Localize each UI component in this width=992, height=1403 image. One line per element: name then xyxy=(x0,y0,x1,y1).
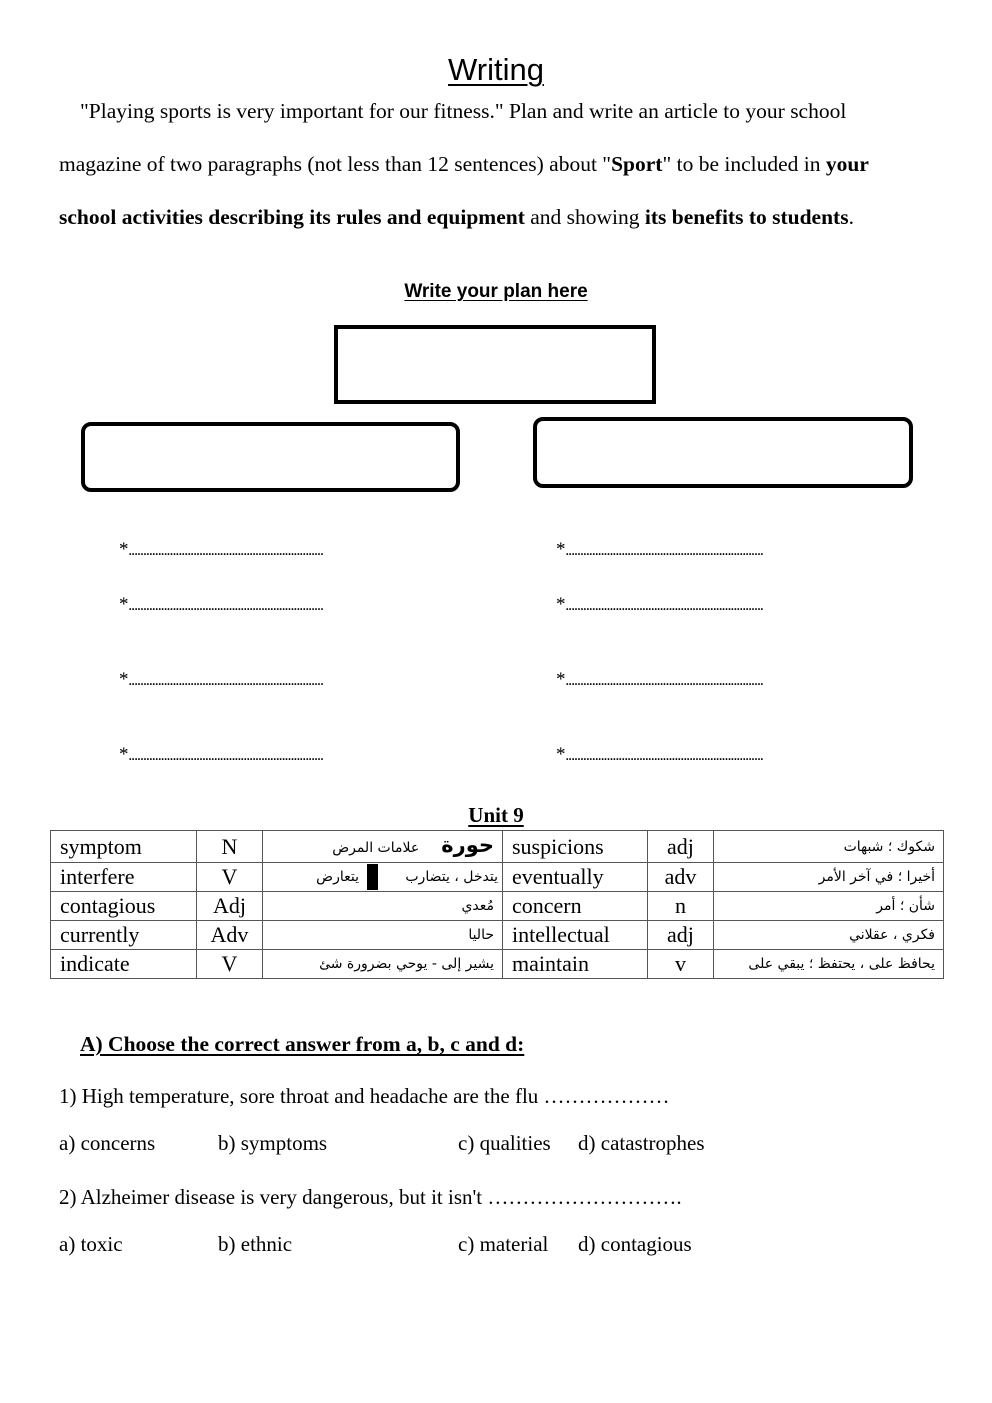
vocab-word: eventually xyxy=(503,863,648,892)
vocab-word: contagious xyxy=(51,892,197,921)
vocab-meaning-alt: يتعارض xyxy=(316,869,359,885)
vocab-meaning: يشير إلى - يوحي بضرورة شئ xyxy=(263,950,503,979)
question-1-option-a[interactable]: a) concerns xyxy=(59,1131,156,1155)
vocab-meaning: حاليا xyxy=(263,921,503,950)
writing-title: Writing xyxy=(448,52,544,87)
vocab-meaning-main: يتدخل ، يتضارب xyxy=(405,869,498,885)
plan-left-heading-box[interactable] xyxy=(81,422,460,492)
vocab-pos: V xyxy=(197,950,263,979)
table-row xyxy=(51,892,944,921)
plan-title: Write your plan here xyxy=(404,281,588,302)
vocab-word: concern xyxy=(503,892,648,921)
plan-left-bullet[interactable]: *.................................................................. xyxy=(119,669,323,690)
unit-title: Unit 9 xyxy=(468,803,524,827)
vocab-pos: Adj xyxy=(197,892,263,921)
plan-right-bullet[interactable]: *................................................................... xyxy=(556,594,763,615)
vocab-pos: n xyxy=(648,892,714,921)
table-row xyxy=(51,921,944,950)
vocab-meaning: يحافظ على ، يحتفظ ؛ يبقي على xyxy=(714,950,944,979)
exercise-section-title: A) Choose the correct answer from a, b, c and d: xyxy=(80,1032,525,1056)
plan-left-bullet[interactable]: *.................................................................. xyxy=(119,744,323,765)
vocab-meaning: حورةعلامات المرض xyxy=(263,831,503,863)
vocab-word: symptom xyxy=(51,831,197,863)
plan-right-bullet[interactable]: *................................................................... xyxy=(556,539,763,560)
question-2-option-a[interactable]: a) toxic xyxy=(59,1232,123,1256)
question-1-text: 1) High temperature, sore throat and headache are the flu ……………… xyxy=(59,1084,670,1108)
vocab-meaning: شكوك ؛ شبهات xyxy=(714,831,944,863)
vocab-meaning xyxy=(263,863,503,892)
question-1-option-b[interactable]: b) symptoms xyxy=(218,1131,328,1155)
table-row xyxy=(51,950,944,979)
vocab-pos: adj xyxy=(648,831,714,863)
vocab-word: suspicions xyxy=(503,831,648,863)
black-bar-divider xyxy=(367,864,378,890)
prompt-line-1: "Playing sports is very important for our fitness." Plan and write an article to your school xyxy=(80,99,847,123)
vocab-meaning: فكري ، عقلاني xyxy=(714,921,944,950)
vocab-word: currently xyxy=(51,921,197,950)
vocab-pos: adv xyxy=(648,863,714,892)
prompt-topic: Sport xyxy=(611,152,663,176)
vocab-word: intellectual xyxy=(503,921,648,950)
question-1-option-c[interactable]: c) qualities xyxy=(458,1131,551,1155)
plan-main-topic-box[interactable] xyxy=(334,325,656,404)
question-2-option-d[interactable]: d) contagious xyxy=(578,1232,692,1256)
plan-right-bullet[interactable]: *................................................................... xyxy=(556,744,763,765)
page-title xyxy=(0,50,992,90)
vocab-pos: adj xyxy=(648,921,714,950)
decorative-arabic-word: حورة xyxy=(441,833,494,857)
vocab-meaning: أخيرا ؛ في آخر الأمر xyxy=(714,863,944,892)
vocab-pos: V xyxy=(197,863,263,892)
vocab-pos: Adv xyxy=(197,921,263,950)
vocab-meaning: شأن ؛ أمر xyxy=(714,892,944,921)
vocab-word: maintain xyxy=(503,950,648,979)
vocab-pos: N xyxy=(197,831,263,863)
plan-right-heading-box[interactable] xyxy=(533,417,913,488)
prompt-line-2: magazine of two paragraphs (not less than 12 sentences) about "Sport" to be included in your xyxy=(59,152,869,176)
question-2-option-b[interactable]: b) ethnic xyxy=(218,1232,293,1256)
plan-left-bullet[interactable]: *.................................................................. xyxy=(119,539,323,560)
prompt-line-3: school activities describing its rules and equipment and showing its benefits to students. xyxy=(59,205,854,229)
vocab-meaning: مُعدي xyxy=(263,892,503,921)
question-1-option-d[interactable]: d) catastrophes xyxy=(578,1131,705,1155)
vocabulary-table xyxy=(50,830,944,979)
plan-left-bullet[interactable]: *.................................................................. xyxy=(119,594,323,615)
vocab-pos: v xyxy=(648,950,714,979)
table-row xyxy=(51,863,944,892)
question-2-option-c[interactable]: c) material xyxy=(458,1232,549,1256)
vocab-word: indicate xyxy=(51,950,197,979)
question-2-text: 2) Alzheimer disease is very dangerous, but it isn't ………………………. xyxy=(59,1185,682,1209)
table-row xyxy=(51,831,944,863)
plan-right-bullet[interactable]: *................................................................... xyxy=(556,669,763,690)
vocab-word: interfere xyxy=(51,863,197,892)
